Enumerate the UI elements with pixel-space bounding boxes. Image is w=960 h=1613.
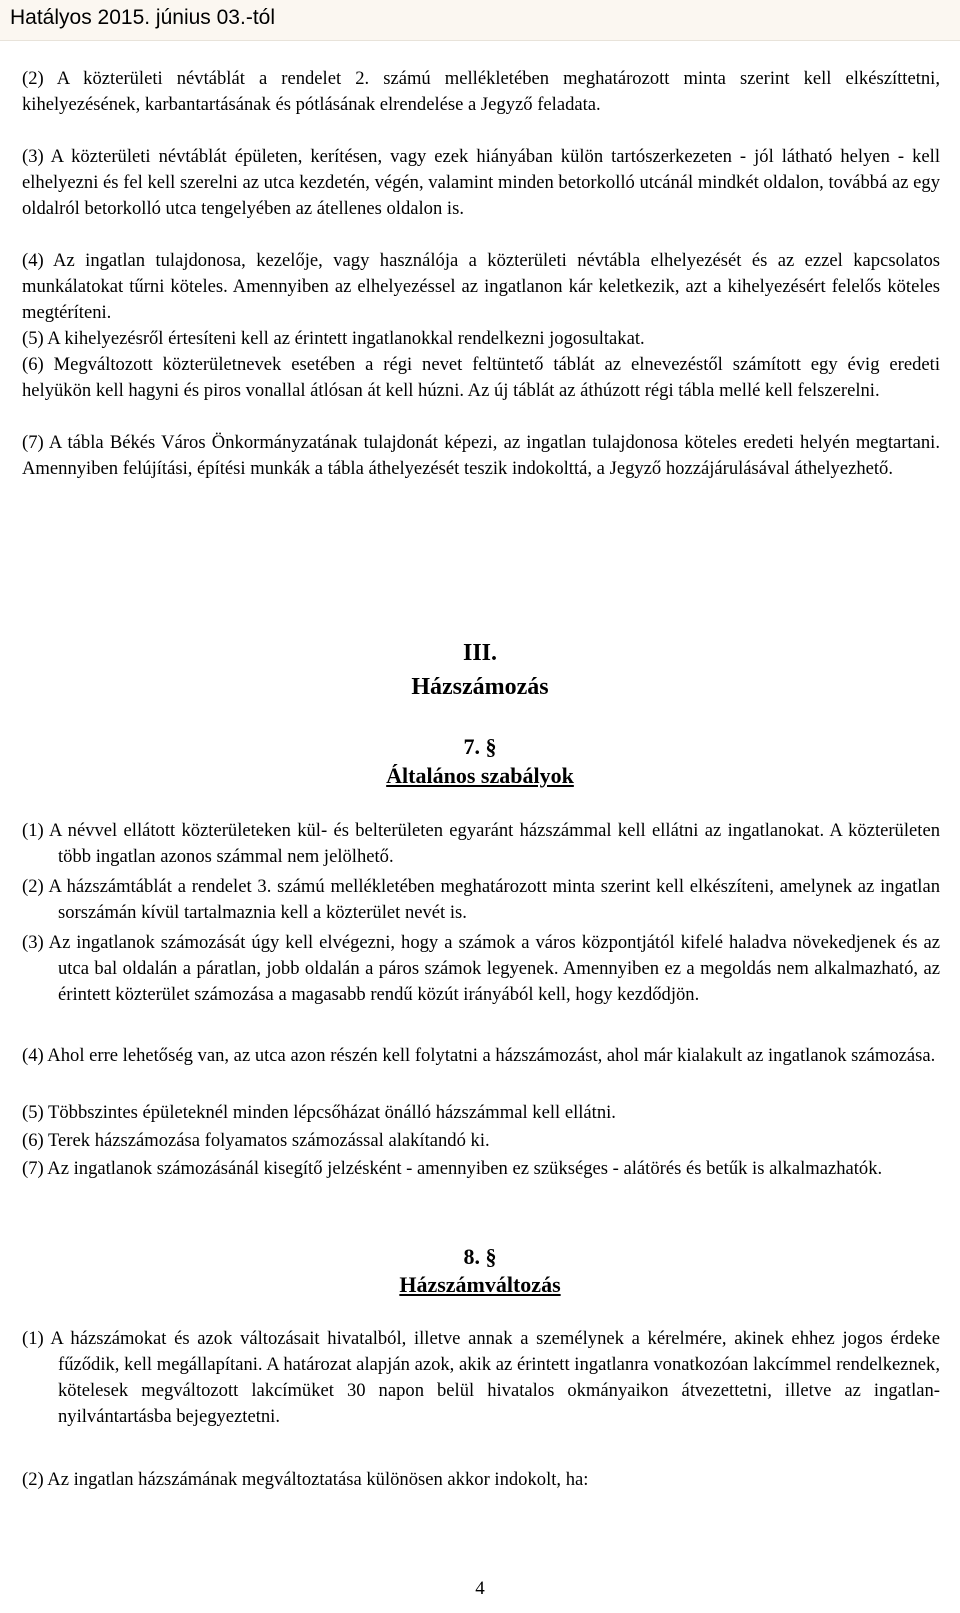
paragraph-6-6: (6) Megváltozott közterületnevek esetében a régi nevet feltüntető táblát az elnevezéstől számított egy évig eredeti helyükön kell hagyni és piros vonallal átlósan át kell húzni. Az új táblát az áthúzott régi tábla mellé kell felszerelni. — [22, 354, 940, 401]
paragraph-6-7: (7) A tábla Békés Város Önkormányzatának tulajdonát képezi, az ingatlan tulajdonosa köteles eredeti helyén megtartani. Amennyiben felújítási, építési munkák a tábla áthelyezését teszik indokolttá, a Jegyző hozzájárulásával áthelyezhető. — [22, 432, 940, 479]
section-8-title: Házszámváltozás — [399, 1272, 561, 1297]
paragraph-6-3: (3) A közterületi névtáblát épületen, kerítésen, vagy ezek hiányában külön tartószerkezeten - jól látható helyen - kell elhelyezni és fel kell szerelni az utca kezdetén, végén, valamint minden betorkolló utcánál mindkét oldalon, továbbá az egy oldalról betorkolló utca tengelyében az átellenes oldalon is. — [22, 146, 940, 219]
chapter-number: III. — [462, 640, 498, 666]
paragraph-8-2: (2) Az ingatlan házszámának megváltoztatása különösen akkor indokolt, ha: — [22, 1469, 589, 1490]
paragraph-6-4: (4) Az ingatlan tulajdonosa, kezelője, vagy használója a közterületi névtábla elhelyezését és az ezzel kapcsolatos munkálatokat tűrni köteles. Amennyiben az elhelyezéssel az ingatlanon kár keletkezik, azt a kihelyezésért felelős köteles megtéríteni. — [22, 250, 940, 323]
paragraph-7-2: (2) A házszámtáblát a rendelet 3. számú mellékletében meghatározott minta szerint kell elkészíteni, amelynek az ingatlan sorszámán kívül tartalmaznia kell a közterület nevét is. — [22, 876, 940, 923]
section-7-title: Általános szabályok — [386, 763, 574, 788]
paragraph-7-3: (3) Az ingatlanok számozását úgy kell elvégezni, hogy a számok a város központjától kifelé haladva növekedjenek és az utca bal oldalán a páratlan, jobb oldalán a páros számok legyenek. Amennyiben ez a megoldás nem alkalmazható, az érintett közterület számozása a magasabb rendű közút irányából kell, hogy kezdődjön. — [22, 932, 940, 1005]
paragraph-7-6: (6) Terek házszámozása folyamatos számozással alakítandó ki. — [22, 1130, 490, 1151]
paragraph-6-2: (2) A közterületi névtáblát a rendelet 2. számú mellékletében meghatározott minta szerint kell elkészíttetni, kihelyezésének, karbantartásának és pótlásának elrendelése a Jegyző feladata. — [22, 68, 940, 115]
paragraph-7-1: (1) A névvel ellátott közterületeken kül- és belterületen egyaránt házszámmal kell ellátni az ingatlanokat. A közterületen több ingatlan azonos számmal nem jelölhető. — [22, 820, 940, 867]
section-7-number: 7. § — [463, 734, 497, 759]
paragraph-8-1: (1) A házszámokat és azok változásait hivatalból, illetve annak a személynek a kérelmére, akinek ehhez jogos érdeke fűződik, kell megállapítani. A határozat alapján azok, akik az érintett ingatlanra vonatkozóan lakcímmel rendelkeznek, kötelesek megváltozott lakcímüket 30 napon belül hivatalos okmányaikon átvezettetni, illetve az ingatlan-nyilvántartásba bejegyeztetni. — [22, 1328, 940, 1427]
document-header-bar — [0, 0, 960, 41]
effective-date-label: Hatályos 2015. június 03.-tól — [10, 6, 275, 29]
paragraph-7-7: (7) Az ingatlanok számozásánál kisegítő jelzésként - amennyiben ez szükséges - alátörés és betűk is alkalmazhatók. — [22, 1158, 883, 1179]
section-8-number: 8. § — [463, 1244, 497, 1269]
paragraph-7-5: (5) Többszintes épületeknél minden lépcsőházat önálló házszámmal kell ellátni. — [22, 1102, 616, 1123]
paragraph-7-4: (4) Ahol erre lehetőség van, az utca azon részén kell folytatni a házszámozást, ahol már kialakult az ingatlanok számozása. — [22, 1045, 936, 1066]
paragraph-6-5: (5) A kihelyezésről értesíteni kell az érintett ingatlanokkal rendelkezni jogosultakat. — [22, 328, 645, 349]
chapter-title: Házszámozás — [411, 674, 549, 700]
page-number: 4 — [475, 1578, 485, 1599]
